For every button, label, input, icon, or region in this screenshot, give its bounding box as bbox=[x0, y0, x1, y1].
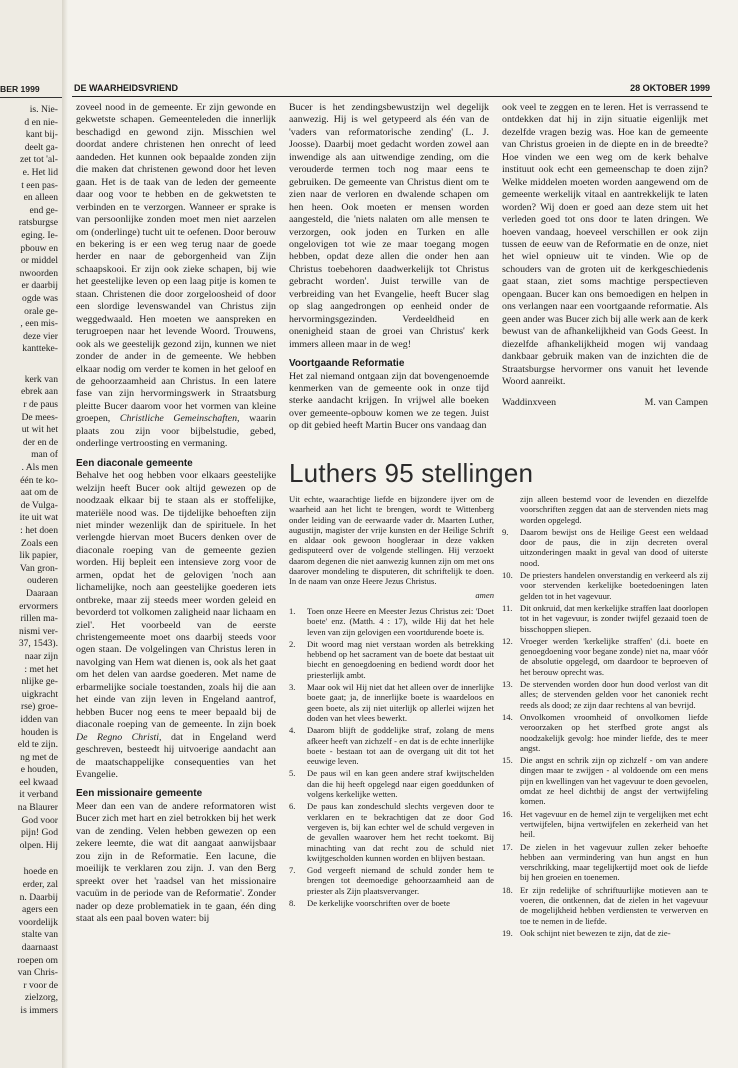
thesis-item bbox=[502, 603, 708, 634]
previous-page-line: t een pas- bbox=[21, 179, 58, 191]
article-column-1 bbox=[76, 102, 276, 1040]
thesis-item bbox=[502, 570, 708, 601]
thesis-item bbox=[502, 527, 708, 568]
thesis-number: 8. bbox=[289, 897, 296, 908]
page-fold-gutter bbox=[62, 0, 68, 1068]
thesis-text: De priesters handelen onverstandig en verkeerd als zij voor stervenden kerkelijke boetedoeningen laten gelden tot in het vagevuur. bbox=[520, 570, 708, 601]
thesis-number: 2. bbox=[289, 638, 296, 649]
thesis-text: Daarom blijft de goddelijke straf, zolang de mens afkeer heeft van zichzelf - en dat is de echte innerlijke boete - bestaan tot aan de overgang uit dit tot het eeuwige leven. bbox=[307, 725, 494, 767]
previous-page-line: 37, 1543). bbox=[18, 638, 58, 650]
previous-page-line: houden is bbox=[20, 726, 58, 738]
thesis-number: 18. bbox=[502, 884, 513, 895]
thesis-item bbox=[502, 494, 708, 525]
previous-page-line: : het doen bbox=[20, 525, 58, 536]
previous-page-line: zet tot 'al- bbox=[20, 154, 58, 166]
previous-page-line: man of bbox=[31, 449, 58, 461]
previous-page-line: . Als men bbox=[21, 462, 58, 474]
thesis-item bbox=[502, 842, 708, 883]
article-paragraph: Meer dan een van de andere reformatoren wist Bucer zich met hart en ziel betrokken bij het werk van de zending. Velen hebben gewezen op een zekere leemte, die wat dit aangaat aanwijsbaar zou zijn in de Reformatie. Een lacune, die moeilijk te verklaren zou zijn. J. van den Berg spreekt over het 'raadsel van het missionaire vacuüm in de periode van de Reformatie'. Zonder nader op deze problematiek in te gaan, één ding staat als een paal boven water: bij bbox=[76, 800, 276, 924]
article-column-3 bbox=[502, 102, 708, 447]
previous-page-line: er daarbij bbox=[21, 280, 58, 292]
previous-page-line: één te ko- bbox=[20, 474, 58, 486]
thesis-number: 10. bbox=[502, 570, 513, 581]
thesis-item bbox=[502, 712, 708, 753]
thesis-text: Onvolkomen vroomheid of onvolkomen liefde veroorzaken op het sterfbed grote angst als noodzakelijk gevolg: hoe minder liefde, des te meer angst. bbox=[520, 711, 708, 753]
previous-page-line: rillen ma- bbox=[20, 613, 58, 625]
previous-page-line: God voor bbox=[21, 814, 58, 826]
previous-page-line: is immers bbox=[20, 1004, 58, 1016]
article-paragraph: zoveel nood in de gemeente. Er zijn gewonde en gekwetste schapen. Gemeenteleden die innerlijk beschadigd en gewond zijn. Misschien wel doordat andere christenen hen onrecht of leed aandeden. Het kunnen ook bepaalde zonden zijn die maken dat christenen gewond door het leven gaan. Het is de taak van de leden der gemeente daar oog voor te hebben en de gekwetsten te verbinden en te verzorgen. Wanneer er sprake is van persoonlijke zonden moet men niet aarzelen om (onderlinge) tucht uit te oefenen. Door berouw en bekering is er een weg terug naar de goede herder en naar de geborgenheid van Zijn schaapskooi. Er zijn ook zieke schapen, bij wie het geestelijke leven op een laag pitje is komen te staan. Christenen die door zorgeloosheid of door een slordige levenswandel van Christus zijn weggedwaald. Hen moeten we aanspreken en terugroepen naar het levende Woord. Trouwens, ook als we geestelijk gezond zijn, kunnen we niet zonder de ander in de gemeente. We hebben elkaar nodig om verder te komen in het geloof en de gehoorzaamheid aan Christus. In een latere fase van zijn hervormingswerk in Straatsburg pleitte Bucer daarom voor het vormen van kleine groepen, Christliche Gemeinschaften, waarin plaats zou zijn voor bijbelstudie, gebed, onderlinge vertroosting en vermaning. bbox=[76, 102, 276, 450]
thesis-item bbox=[289, 606, 494, 637]
previous-page-fragments-top bbox=[0, 104, 58, 356]
thesis-item bbox=[289, 801, 494, 863]
thesis-item bbox=[289, 725, 494, 766]
thesis-number: 11. bbox=[502, 602, 513, 613]
thesis-number: 19. bbox=[502, 927, 513, 938]
thesis-text: De zielen in het vagevuur zullen zeker behoefte hebben aan vermindering van hun angst en hun verschrikking, maar tegelijkertijd moet ook de liefde bij hen groeien en toenemen. bbox=[520, 841, 708, 883]
previous-page-line: der en de bbox=[22, 436, 58, 448]
previous-page-line: roepen om bbox=[17, 954, 58, 966]
thesis-item bbox=[289, 768, 494, 799]
theses-column-left bbox=[289, 494, 494, 1034]
previous-page-line: na Blaurer bbox=[17, 802, 58, 814]
previous-page-line: olpen. Hij bbox=[19, 839, 58, 851]
previous-page-line: or middel bbox=[20, 255, 58, 267]
article-paragraph: Behalve het oog hebben voor elkaars geestelijke welzijn heeft Bucer ook altijd gewezen op de noodzaak elkaar bij te staan als er stoffelijke, materiële nood was. De tijdelijke behoeften zijn niet minder wezenlijk dan de spirituele. In het verlengde hiervan moet Bucers denken over de diaconale roeping van de gemeente gezien worden. Hij bepleit een intensieve zorg voor de armen, opdat het de gelovigen 'noch aan lichamelijke, noch aan geestelijke goederen iets ontbreke, maar zij steeds meer worden geleid en bevorderd tot volkomen zaligheid naar lichaam en ziel'. Het voorbeeld van de eerste christengemeente moet ons daarbij steeds voor ogen staan. De volgelingen van Christus leren in navolging van Hem wat dienen is, ook als het gaat om het delen van aardse goederen. Met name de erbarmelijke sociale toestanden, zoals hij die aan het einde van zijn leven in Engeland aantrof, hebben Bucer nog eens te meer bepaald bij de diaconale roeping van de gemeente. In zijn boek De Regno Christi, dat in Engeland werd geschreven, besteedt hij uitvoerige aandacht aan de maatschappelijke consequenties van het Evangelie. bbox=[76, 470, 276, 781]
thesis-text: Maar ook wil Hij niet dat het alleen over de innerlijke boete gaat; ja, de innerlijke boete is waardeloos en geen boete, als zij niet uiterlijk op allerlei wijzen het doden van het vlees bewerkt. bbox=[307, 682, 494, 723]
thesis-number: 3. bbox=[289, 682, 296, 693]
previous-page-fragments-bottom bbox=[0, 866, 58, 1017]
previous-page-line: it verband bbox=[19, 789, 58, 801]
theses-list-left bbox=[289, 606, 494, 908]
section-heading-diaconal: Een diaconale gemeente bbox=[76, 457, 193, 469]
previous-page-line: naar zijn bbox=[24, 650, 58, 662]
thesis-number: 17. bbox=[502, 841, 513, 852]
article-paragraph: Bucer is het zendingsbewustzijn wel degelijk aanwezig. Hij is wel getypeerd als één van de 'vaders van reformatorische zending' (L. J. Joosse). Daarbij moet gedacht worden zowel aan inwendige als aan uitwendige zending, om die verouderde termen toch nog maar eens te gebruiken. De gemeente van Christus dient om te zien naar de verloren en dwalende schapen om hen heen. Ook moeten er mensen worden aangesteld, die 'niets nalaten om alle mensen te verzorgen, ook joden en Turken en alle ongelovigen tot wie ze maar toegang mogen hebben, opdat deze allen die onder hen aan Christus toebehoren daadwerkelijk tot Christus gebracht worden'. Juist terwille van de verbreiding van het Evangelie, heeft Bucer slag op slag aangedrongen op eenheid onder de hervormingsgezinden. Verdeeldheid en onenigheid staan de groei van Christus' kerk immers alleen maar in de weg! bbox=[289, 102, 489, 350]
previous-page-line: erder, zal bbox=[22, 879, 58, 891]
thesis-number: 6. bbox=[289, 801, 296, 812]
previous-page-line: ebrek aan bbox=[20, 386, 58, 398]
previous-page-line: is. Nie- bbox=[29, 104, 58, 115]
publication-date: 28 OKTOBER 1999 bbox=[630, 83, 710, 93]
previous-page-line: pijn! God bbox=[20, 827, 58, 839]
thesis-item bbox=[289, 898, 494, 908]
previous-page-line: uigkracht bbox=[21, 688, 58, 700]
thesis-number: 9. bbox=[502, 526, 509, 537]
previous-page-line: e houden, bbox=[20, 764, 58, 776]
thesis-number: 15. bbox=[502, 755, 513, 766]
thesis-number: 12. bbox=[502, 635, 513, 646]
thesis-item bbox=[502, 755, 708, 806]
thesis-item bbox=[502, 636, 708, 677]
previous-page-line: lik papier, bbox=[19, 550, 58, 562]
thesis-text: zijn alleen bestemd voor de levenden en diezelfde voorschriften zeggen dat aan de stervenden niets mag worden opgelegd. bbox=[520, 494, 708, 525]
theses-list-right bbox=[502, 494, 708, 938]
previous-page-line: nlijke ge- bbox=[21, 676, 58, 688]
previous-page-line: r de paus bbox=[23, 399, 58, 411]
previous-page-line: nwoorden bbox=[19, 267, 58, 279]
previous-page-edge bbox=[0, 0, 62, 1068]
thesis-text: De stervenden worden door hun dood verlost van dit alles; de stervenden gelden voor het canoniek recht reeds als dood; ze zijn daar rechtens al van bevrijd. bbox=[520, 679, 708, 710]
previous-page-line: agers een bbox=[22, 904, 58, 916]
thesis-text: De paus wil en kan geen andere straf kwijtschelden dan die hij heeft opgelegd naar eigen goeddunken of volgens kerkelijke wetten. bbox=[307, 768, 494, 800]
thesis-text: Vroeger werden 'kerkelijke straffen' (d.i. boete en genoegdoening voor begane zonde) niet na, maar vóór de absolutie opgelegd, om daardoor te beproeven of het berouw oprecht was. bbox=[520, 635, 708, 677]
thesis-text: Dit woord mag niet verstaan worden als betrekking hebbend op het sacrament van de boete dat bestaat uit biecht en genoegdoening en bediend wordt door het priesterlijk ambt. bbox=[307, 638, 494, 680]
previous-page-line: en alleen bbox=[23, 192, 58, 204]
thesis-text: De kerkelijke voorschriften over de boete bbox=[307, 897, 450, 908]
thesis-item bbox=[502, 809, 708, 840]
previous-page-line: daarnaast bbox=[21, 942, 58, 953]
previous-page-line: Zoals een bbox=[20, 537, 58, 549]
previous-page-line: eging. Ie- bbox=[21, 229, 58, 241]
thesis-number: 13. bbox=[502, 679, 513, 690]
thesis-number: 7. bbox=[289, 865, 296, 876]
previous-page-line: Daaraan bbox=[26, 587, 58, 599]
thesis-number: 4. bbox=[289, 725, 296, 736]
previous-page-line: ng met de bbox=[20, 751, 58, 763]
thesis-item bbox=[502, 679, 708, 710]
previous-page-line: ratsburgse bbox=[18, 217, 58, 229]
previous-page-line: d en nie- bbox=[24, 116, 58, 128]
section-heading-missionary: Een missionaire gemeente bbox=[76, 788, 203, 800]
thesis-text: Er zijn redelijke of schriftuurlijke motieven aan te voeren, die ontkennen, dat de zielen in het vagevuur de mogelijkheid hebben verdiensten te verwerven en toe te nemen in de liefde. bbox=[520, 884, 708, 926]
thesis-item bbox=[502, 885, 708, 926]
article-paragraph: Het zal niemand ontgaan zijn dat bovengenoemde kenmerken van de gemeente ook in onze tijd sterke aandacht krijgen. In vrijwel alle boeken over gemeente-opbouw komen we ze tegen. Juist op dit gebied heeft Martin Bucer ons vandaag dan bbox=[289, 370, 489, 432]
thesis-text: De paus kan zondeschuld slechts vergeven door te verklaren en te bekrachtigen dat ze door God vergeven is, bij kan echter wel de schuld vergeven in de gevallen waarover hem het recht toekomt. Bij minachting van dat recht zou de schuld niet kwijtgescholden kunnen worden en blijven bestaan. bbox=[307, 801, 494, 863]
article-paragraph: ook veel te zeggen en te leren. Het is verrassend te ontdekken dat hij in zijn situatie eigenlijk met dezelfde vragen bezig was. Hoe kan de gemeente van Christus groeien in de diepte en in de breedte? Hoe vinden we een weg om de kerk behalve instituut ook echt een gemeenschap te doen zijn? Welke middelen moeten worden aangewend om de gemeente werkelijk vitaal en aantrekkelijk te laten worden? Wij doen er goed aan deze stem uit het verleden goed tot ons door te laten dringen. We hoeven vandaag, hoeveel verschillen er ook zijn tussen de eeuw van de Reformatie en de onze, niet het wiel opnieuw uit te vinden. Wie op de schouders van de groten uit de kerkgeschiedenis gaat staan, ziet soms machtige perspectieven opengaan. Bucer kan ons bemoedigen en helpen in ons verlangen naar een voortgaande reformatie. Als geen ander was Bucer zich bij alle werk aan de kerk bewust van de afhankelijkheid van Gods Geest. In diezelfde afhankelijkheid mogen wij vandaag dankbaar gebruik maken van de inzichten die de Straatsburgse hervormer ons vanuit het levende Woord aanreikt. bbox=[502, 102, 708, 387]
previous-page-line: nismi ver- bbox=[19, 625, 58, 637]
thesis-number bbox=[502, 494, 520, 525]
previous-page-line: : met het bbox=[24, 663, 58, 675]
article-column-2 bbox=[289, 102, 489, 447]
theses-amen: amen bbox=[475, 589, 494, 600]
previous-page-header: BER 1999 bbox=[0, 84, 62, 98]
previous-page-line: hoede en bbox=[23, 866, 58, 878]
thesis-text: Daarom bewijst ons de Heilige Geest een weldaad door de paus, die in zijn decreten overal uitzonderingen maakt in geval van dood of uiterste nood. bbox=[520, 526, 708, 568]
thesis-number: 14. bbox=[502, 711, 513, 722]
thesis-text: Het vagevuur en de hemel zijn te vergelijken met echt vertwijfelen, bijna vertwijfelen en zekerheid van het heil. bbox=[520, 808, 708, 840]
previous-page-line: deze vier bbox=[23, 330, 58, 342]
page-header bbox=[72, 80, 712, 97]
previous-page-line: end ge- bbox=[29, 204, 58, 216]
previous-page-column bbox=[0, 104, 58, 1018]
previous-page-line: eel kwaad bbox=[19, 776, 58, 788]
signature-place: Waddinxveen bbox=[502, 397, 557, 409]
theses-title: Luthers 95 stellingen bbox=[289, 458, 534, 488]
signature-author: M. van Campen bbox=[644, 397, 708, 409]
thesis-item bbox=[502, 928, 708, 938]
previous-page-line: Van gron- bbox=[19, 562, 58, 574]
previous-page-fragments-mid bbox=[0, 374, 58, 853]
article-signature bbox=[502, 397, 708, 409]
previous-page-line: kantteke- bbox=[22, 343, 58, 355]
previous-page-line: ogde was bbox=[22, 292, 58, 304]
previous-page-line: stalte van bbox=[21, 929, 58, 941]
previous-page-line: ervormers bbox=[19, 600, 58, 612]
previous-page-line: De mees- bbox=[21, 411, 58, 423]
thesis-text: Ook schijnt niet bewezen te zijn, dat de zie- bbox=[520, 927, 671, 938]
previous-page-line: kerk van bbox=[24, 373, 58, 385]
previous-page-line: de Vulga- bbox=[20, 499, 58, 511]
thesis-text: Toen onze Heere en Meester Jezus Christus zei: 'Doet boete' enz. (Matth. 4 : 17), wilde Hij dat het hele leven van zijn gelovigen een voortdurende boete is. bbox=[307, 605, 494, 637]
thesis-text: Die angst en schrik zijn op zichzelf - om van andere dingen maar te zwijgen - al voldoende om een mens pijn en kwellingen van het vagevuur te doen gevoelen, omdat ze heel dichtbij de angst der vertwijfeling komen. bbox=[520, 755, 708, 807]
thesis-item bbox=[289, 639, 494, 680]
previous-page-line: eld te zijn. bbox=[17, 739, 58, 751]
thesis-number: 1. bbox=[289, 605, 296, 616]
previous-page-line: r voor de bbox=[23, 979, 58, 991]
previous-page-line: n. Daarbij bbox=[19, 891, 58, 903]
thesis-number: 16. bbox=[502, 808, 513, 819]
previous-page-line: ut wit het bbox=[21, 424, 58, 436]
thesis-item bbox=[289, 865, 494, 896]
previous-page-line: pbouw en bbox=[20, 242, 58, 254]
previous-page-line: idden van bbox=[20, 713, 58, 725]
newspaper-page bbox=[72, 80, 712, 1040]
thesis-text: God vergeeft niemand de schuld zonder hem te brengen tot deemoedige gehoorzaamheid aan de priester als Zijn plaatsvervanger. bbox=[307, 865, 494, 896]
thesis-number: 5. bbox=[289, 768, 296, 779]
previous-page-line: kant bij- bbox=[25, 129, 58, 141]
previous-page-line: ite uit wat bbox=[19, 512, 58, 524]
previous-page-line: orale ge- bbox=[24, 305, 58, 317]
previous-page-line: aat om de bbox=[20, 487, 58, 499]
theses-column-right bbox=[502, 494, 708, 1034]
previous-page-line: voordelijk bbox=[18, 916, 58, 928]
publication-name: DE WAARHEIDSVRIEND bbox=[74, 83, 179, 93]
previous-page-line: ouderen bbox=[27, 575, 58, 587]
previous-page-line: e. Het lid bbox=[22, 166, 58, 178]
previous-page-line: deelt ga- bbox=[24, 141, 58, 153]
theses-intro: Uit echte, waarachtige liefde en bijzondere ijver om de waarheid aan het licht te brengen, wordt te Wittenberg onder leiding van de eerwaarde vader dr. Maarten Luther, augustijn, magister der vrije kunsten en der Heilige Schrift en aldaar ook gewoon hoogleraar in deze vakken gedisputeerd over de volgende stellingen. Hij verzoekt daarom degenen die niet aanwezig kunnen zijn om met ons daarover mondeling te disputeren, dit schriftelijk te doen. In de naam van onze Heere Jezus Christus. bbox=[289, 494, 494, 587]
previous-page-line: , een mis- bbox=[20, 318, 58, 330]
previous-page-line: zielzorg, bbox=[24, 992, 58, 1004]
thesis-text: Dit onkruid, dat men kerkelijke straffen laat doorlopen tot in het vagevuur, is zonder twijfel gezaaid toen de bisschoppen sliepen. bbox=[520, 602, 708, 634]
thesis-item bbox=[289, 682, 494, 723]
section-heading-continuing: Voortgaande Reformatie bbox=[289, 358, 405, 370]
previous-page-line: rse) groe- bbox=[20, 701, 58, 713]
previous-page-line: van Chris- bbox=[17, 967, 58, 979]
